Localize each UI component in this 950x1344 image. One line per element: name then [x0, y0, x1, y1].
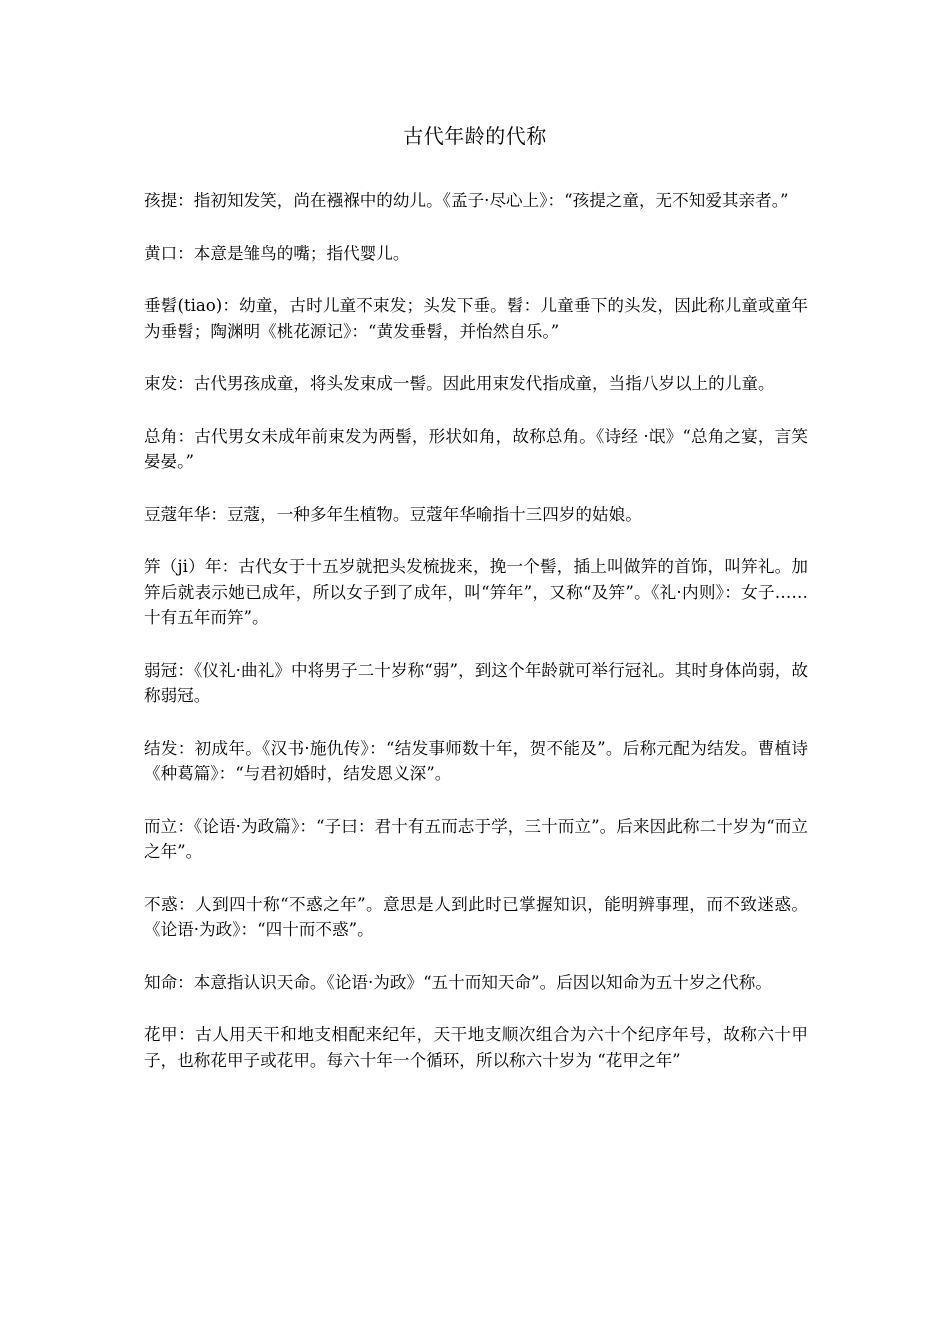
entry-chuitiao: 垂髫(tiao)：幼童，古时儿童不束发；头发下垂。髫：儿童垂下的头发，因此称儿童或童年为垂髫；陶渊明《桃花源记》：“黄发垂髫，并怡然自乐。” [144, 296, 808, 341]
entry-ruoguan: 弱冠：《仪礼·曲礼》中将男子二十岁称“弱”，到这个年龄就可举行冠礼。其时身体尚弱，故称弱冠。 [144, 660, 808, 705]
entry-erli: 而立：《论语·为政篇》：“子曰：君十有五而志于学，三十而立”。后来因此称二十岁为“而立之年”。 [144, 816, 808, 861]
entry-doukou: 豆蔻年华：豆蔻，一种多年生植物。豆蔻年华喻指十三四岁的姑娘。 [144, 504, 642, 524]
document-title: 古代年龄的代称 [403, 124, 547, 148]
entry-zongjiao: 总角：古代男女未成年前束发为两髻，形状如角，故称总角。《诗经 ·氓》“总角之宴，言笑晏晏。” [144, 426, 808, 471]
entry-haiti: 孩提：指初知发笑，尚在襁褓中的幼儿。《孟子·尽心上》：“孩提之童，无不知爱其亲者。” [144, 191, 789, 210]
entry-jinian: 笄（ji）年：古代女于十五岁就把头发梳拢来，挽一个髻，插上叫做笄的首饰，叫笄礼。加笄后就表示她已成年，所以女子到了成年，叫“笄年”，又称“及笄”。《礼·内则》：女子……十有五年而笄”。 [144, 557, 808, 627]
entry-buhuo: 不惑：人到四十称“不惑之年”。意思是人到此时已掌握知识，能明辨事理，而不致迷惑。《论语·为政》：“四十而不惑”。 [144, 894, 808, 939]
entry-zhiming: 知命：本意指认识天命。《论语·为政》“五十而知天命”。后因以知命为五十岁之代称。 [144, 972, 772, 992]
entry-huajia: 花甲：古人用天干和地支相配来纪年，天干地支顺次组合为六十个纪序年号，故称六十甲子，也称花甲子或花甲。每六十年一个循环，所以称六十岁为 “花甲之年” [144, 1025, 808, 1070]
document-body [144, 188, 808, 1100]
entry-huangkou: 黄口：本意是雏鸟的嘴；指代婴儿。 [144, 243, 410, 263]
entry-shufa: 束发：古代男孩成童，将头发束成一髻。因此用束发代指成童，当指八岁以上的儿童。 [144, 374, 775, 393]
entry-jiefa: 结发：初成年。《汉书·施仇传》：“结发事师数十年，贺不能及”。后称元配为结发。曹植诗《种葛篇》：“与君初婚时，结发恩义深”。 [144, 738, 808, 783]
